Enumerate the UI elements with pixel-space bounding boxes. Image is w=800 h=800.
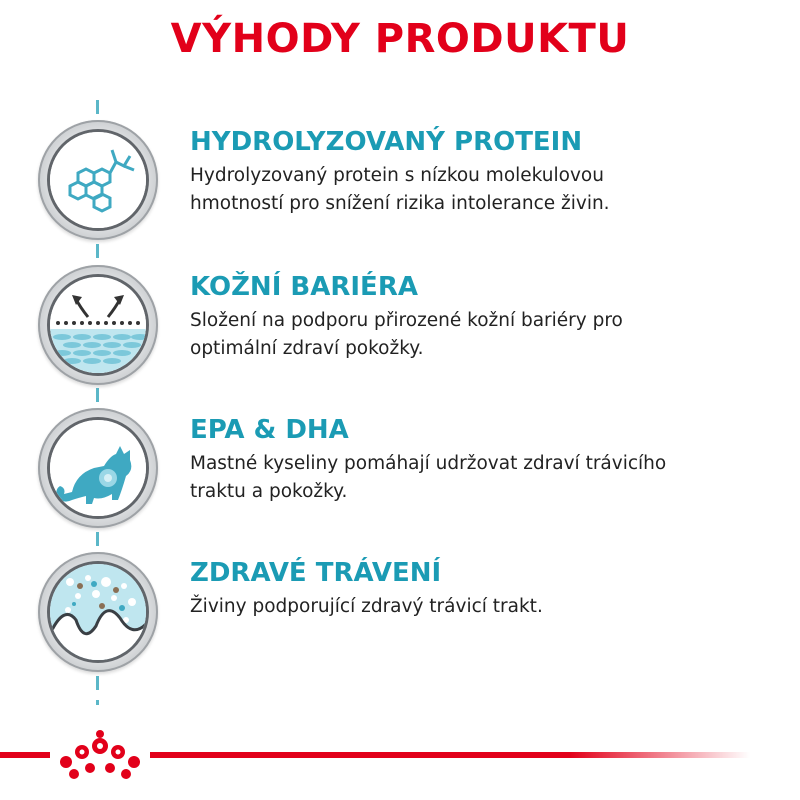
benefit-title-epa-dha: EPA & DHA: [190, 415, 349, 445]
molecule-icon: [50, 132, 146, 228]
benefit-title-protein: HYDROLYZOVANÝ PROTEIN: [190, 127, 583, 157]
cat-badge: [38, 408, 158, 528]
benefit-text-protein: Hydrolyzovaný protein s nízkou molekulovou hmotností pro snížení rizika intolerance živin.: [190, 165, 610, 214]
benefit-text-skin-barrier: Složení na podporu přirozené kožní bariéry pro optimální zdraví pokožky.: [190, 310, 623, 359]
royal-canin-crown-logo: [52, 722, 148, 782]
molecule-badge: [38, 120, 158, 240]
benefit-text-epa-dha: Mastné kyseliny pomáhají udržovat zdraví trávicího traktu a pokožky.: [190, 453, 667, 502]
digestion-badge: [38, 552, 158, 672]
digestion-icon: [50, 564, 146, 660]
benefit-title-digestion: ZDRAVÉ TRÁVENÍ: [190, 558, 442, 588]
skin-barrier-icon: [50, 277, 146, 373]
footer-red-line-left: [0, 752, 50, 758]
benefit-title-skin-barrier: KOŽNÍ BARIÉRA: [190, 272, 418, 302]
skin-barrier-badge: [38, 265, 158, 385]
page-title: VÝHODY PRODUKTU: [170, 16, 630, 62]
benefit-text-digestion: Živiny podporující zdravý trávicí trakt.: [190, 596, 543, 617]
cat-icon: [50, 420, 146, 516]
footer-red-line-right: [150, 752, 750, 758]
